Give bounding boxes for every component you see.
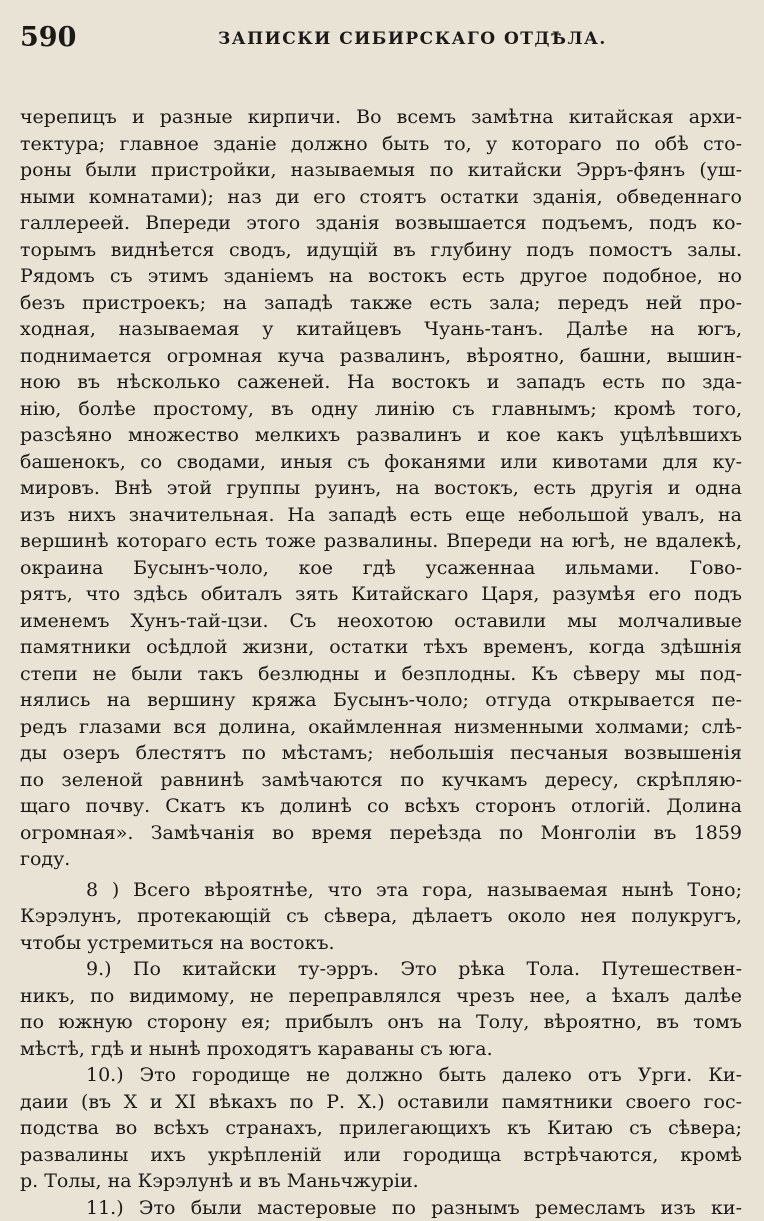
text-line: Кэрэлунъ, протекающій съ сѣвера, дѣлаетъ около нея полукругъ, — [20, 903, 742, 930]
page-number: 590 — [20, 22, 76, 53]
running-title: ЗАПИСКИ СИБИРСКАГО ОТДѢЛА. — [218, 29, 607, 49]
text-line: даии (въ X и XI вѣкахъ по Р. Х.) оставили памятники своего гос- — [20, 1089, 742, 1116]
text-line: огромная». Замѣчанія во время переѣзда по Монголіи въ 1859 — [20, 820, 742, 847]
footnote-8 — [20, 877, 742, 957]
text-line: щаго почву. Скатъ къ долинѣ со всѣхъ сторонъ отлогій. Долина — [20, 793, 742, 820]
text-line: нялись на вершину кряжа Бусынъ-чоло; отгуда открывается пе- — [20, 687, 742, 714]
text-line: 10.) Это городище не должно быть далеко отъ Урги. Ки- — [20, 1062, 742, 1089]
text-line: вершинѣ котораго есть тоже развалины. Впереди на югѣ, не вдалекѣ, — [20, 528, 742, 555]
text-line: Рядомъ съ этимъ зданіемъ на востокъ есть другое подобное, но — [20, 263, 742, 290]
text-line: 11.) Это были мастеровые по разнымъ ремесламъ изъ ки- — [20, 1195, 742, 1221]
text-line: черепицъ и разные кирпичи. Во всемъ замѣтна китайская архи- — [20, 104, 742, 131]
text-line: разсѣяно множество мелкихъ развалинъ и кое какъ уцѣлѣвшихъ — [20, 422, 742, 449]
footnote-11 — [20, 1195, 742, 1221]
text-line: нію, болѣе простому, въ одну линію съ главнымъ; кромѣ того, — [20, 396, 742, 423]
text-line: ды озеръ блестятъ по мѣстамъ; небольшія песчаныя возвышенія — [20, 740, 742, 767]
text-line: именемъ Хунъ-тай-цзи. Съ неохотою оставили мы молчаливые — [20, 608, 742, 635]
text-line: развалины ихъ укрѣпленій или городища встрѣчаются, кромѣ — [20, 1142, 742, 1169]
text-line: степи не были такъ безлюдны и безплодны. Къ сѣверу мы под- — [20, 661, 742, 688]
text-line: окраина Бусынъ-чоло, кое гдѣ усаженнаа ильмами. Гово- — [20, 555, 742, 582]
text-line: никъ, по видимому, не переправлялся чрезъ нее, а ѣхалъ далѣе — [20, 983, 742, 1010]
text-line: ными комнатами); наз ди его стоятъ остатки зданія, обведеннаго — [20, 184, 742, 211]
text-line: по зеленой равнинѣ замѣчаются по кучкамъ дересу, скрѣпляю- — [20, 767, 742, 794]
text-line: р. Толы, на Кэрэлунѣ и въ Маньчжуріи. — [20, 1168, 742, 1195]
page-header — [20, 20, 742, 60]
text-line: безъ пристроекъ; на западѣ также есть зала; передъ ней про- — [20, 290, 742, 317]
text-line: галлереей. Впереди этого зданія возвышается подъемъ, подъ ко- — [20, 210, 742, 237]
text-line: торымъ виднѣется сводъ, идущій въ глубину подъ помостъ залы. — [20, 237, 742, 264]
text-line: тектура; главное зданіе должно быть то, у котораго по обѣ сто- — [20, 131, 742, 158]
text-line: рятъ, что здѣсь обиталъ зять Китайскаго Царя, разумѣя его подъ — [20, 581, 742, 608]
text-line: ною въ нѣсколько саженей. На востокъ и западъ есть по зда- — [20, 369, 742, 396]
text-line: памятники осѣдлой жизни, остатки тѣхъ временъ, когда здѣшнія — [20, 634, 742, 661]
text-line: подства во всѣхъ странахъ, прилегающихъ къ Китаю съ сѣвера; — [20, 1115, 742, 1142]
text-line: по южную сторону ея; прибылъ онъ на Толу, вѣроятно, въ томъ — [20, 1009, 742, 1036]
text-line: чтобы устремиться на востокъ. — [20, 930, 742, 957]
text-line: году. — [20, 846, 742, 873]
text-line: изъ нихъ значительная. На западѣ есть еще небольшой увалъ, на — [20, 502, 742, 529]
text-line: 8 ) Всего вѣроятнѣе, что эта гора, называемая нынѣ Тоно; — [20, 877, 742, 904]
text-line: мѣстѣ, гдѣ и нынѣ проходятъ караваны съ юга. — [20, 1036, 742, 1063]
text-line: мировъ. Внѣ этой группы руинъ, на востокъ, есть другія и одна — [20, 475, 742, 502]
paragraph — [20, 104, 742, 873]
text-line: роны были пристройки, называемыя по китайски Эрръ-фянъ (уш- — [20, 157, 742, 184]
footnote-10 — [20, 1062, 742, 1195]
text-line: ходная, называемая у китайцевъ Чуань-танъ. Далѣе на югъ, — [20, 316, 742, 343]
text-line: 9.) По китайски ту-эрръ. Это рѣка Тола. Путешествен- — [20, 956, 742, 983]
text-line: башенокъ, со сводами, иныя съ фоканями или кивотами для ку- — [20, 449, 742, 476]
text-line: поднимается огромная куча развалинъ, вѣроятно, башни, вышин- — [20, 343, 742, 370]
text-line: редъ глазами вся долина, окаймленная низменными холмами; слѣ- — [20, 714, 742, 741]
footnote-9 — [20, 956, 742, 1062]
body-text — [20, 104, 742, 1221]
